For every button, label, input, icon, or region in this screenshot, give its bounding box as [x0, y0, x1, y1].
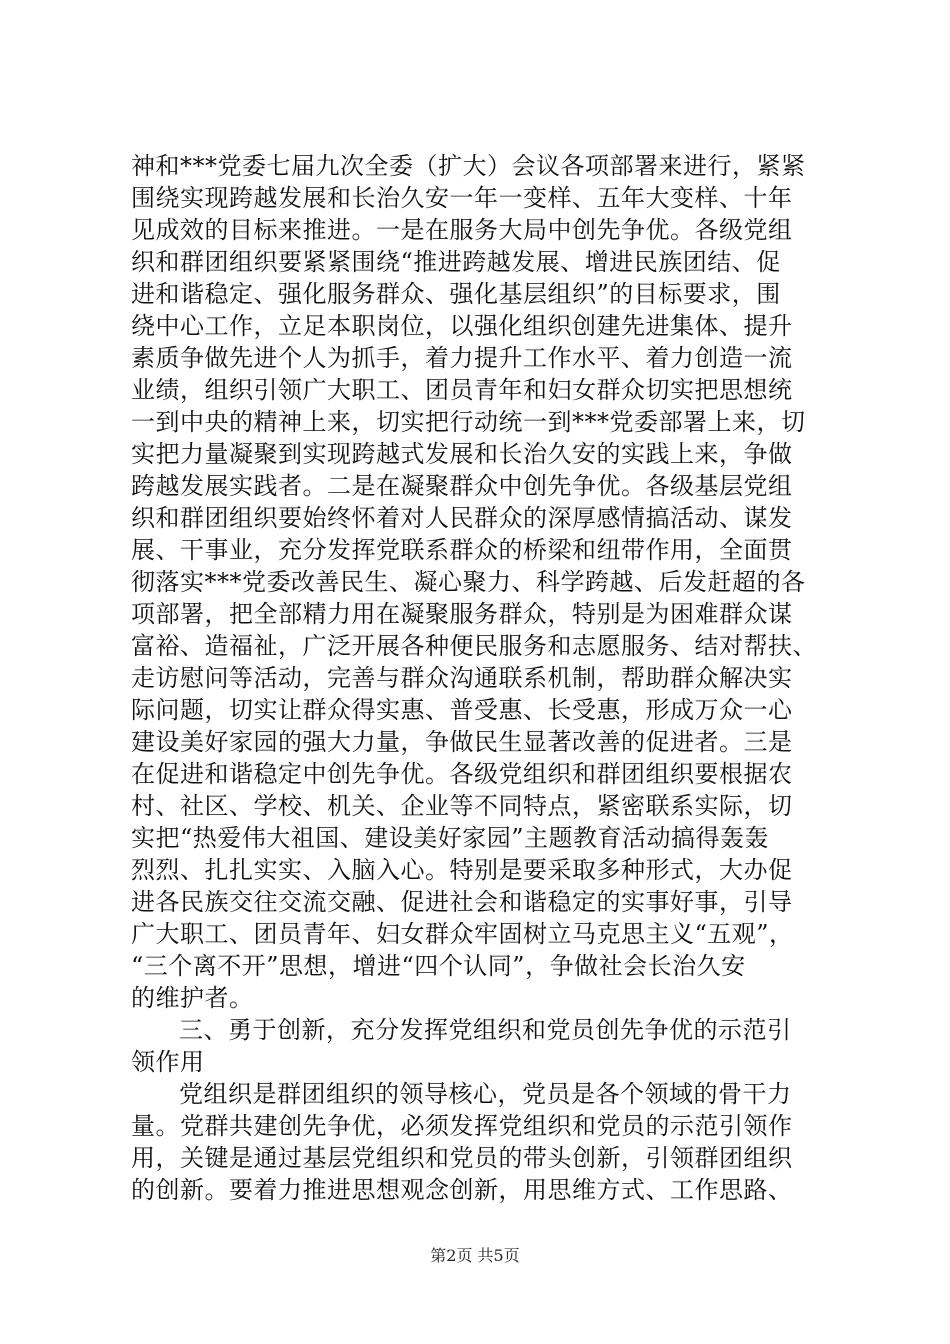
- text-line: 实把“热爱伟大祖国、建设美好家园”主题教育活动搞得轰轰: [131, 824, 770, 852]
- text-line: 绕中心工作，立足本职岗位，以强化组织创建先进集体、提升: [131, 312, 793, 340]
- text-line: 彻落实***党委改善民生、凝心聚力、科学跨越、后发赶超的各: [131, 568, 806, 596]
- text-line: 实把力量凝聚到实现跨越式发展和长治久安的实践上来，争做: [131, 440, 793, 468]
- text-line: 村、社区、学校、机关、企业等不同特点，紧密联系实际，切: [131, 792, 793, 820]
- section-heading-continued: 领作用: [131, 1048, 205, 1076]
- text-line: 跨越发展实践者。二是在凝聚群众中创先争优。各级基层党组: [131, 472, 793, 500]
- paragraph-start: 党组织是群团组织的领导核心，党员是各个领域的骨干力: [179, 1080, 792, 1108]
- text-line: 织和群团组织要紧紧围绕“推进跨越发展、增进民族团结、促: [131, 248, 781, 276]
- text-line: 见成效的目标来推进。一是在服务大局中创先争优。各级党组: [131, 216, 793, 244]
- text-line: 业绩，组织引领广大职工、团员青年和妇女群众切实把思想统: [131, 376, 793, 404]
- page-number-footer: 第2页 共5页: [430, 1246, 520, 1265]
- text-line: 项部署，把全部精力用在凝聚服务群众，特别是为困难群众谋: [131, 600, 793, 628]
- text-line: 走访慰问等活动，完善与群众沟通联系机制，帮助群众解决实: [131, 664, 793, 692]
- document-body: [131, 150, 831, 1206]
- text-line: 烈烈、扎扎实实、入脑入心。特别是要采取多种形式，大办促: [131, 856, 793, 884]
- text-line: 进各民族交往交流交融、促进社会和谐稳定的实事好事，引导: [131, 888, 793, 916]
- text-line: 一到中央的精神上来，切实把行动统一到***党委部署上来，切: [131, 408, 806, 436]
- text-line: 际问题，切实让群众得实惠、普受惠、长受惠，形成万众一心: [131, 696, 793, 724]
- text-line: 展、干事业，充分发挥党联系群众的桥梁和纽带作用，全面贯: [131, 536, 793, 564]
- text-line: 的维护者。: [131, 984, 254, 1012]
- text-line: 围绕实现跨越发展和长治久安一年一变样、五年大变样、十年: [131, 184, 793, 212]
- text-line: 的创新。要着力推进思想观念创新，用思维方式、工作思路、: [131, 1176, 793, 1204]
- text-line: 建设美好家园的强大力量，争做民生显著改善的促进者。三是: [131, 728, 793, 756]
- text-line: 在促进和谐稳定中创先争优。各级党组织和群团组织要根据农: [131, 760, 793, 788]
- section-heading: 三、勇于创新，充分发挥党组织和党员创先争优的示范引: [179, 1016, 792, 1044]
- text-line: 用，关键是通过基层党组织和党员的带头创新，引领群团组织: [131, 1144, 793, 1172]
- text-line: “三个离不开”思想，增进“四个认同”，争做社会长治久安: [131, 952, 746, 980]
- text-line: 富裕、造福祉，广泛开展各种便民服务和志愿服务、结对帮扶、: [131, 632, 817, 660]
- text-line: 素质争做先进个人为抓手，着力提升工作水平、着力创造一流: [131, 344, 793, 372]
- text-line: 量。党群共建创先争优，必须发挥党组织和党员的示范引领作: [131, 1112, 793, 1140]
- text-line: 进和谐稳定、强化服务群众、强化基层组织”的目标要求，围: [131, 280, 781, 308]
- text-line: 织和群团组织要始终怀着对人民群众的深厚感情搞活动、谋发: [131, 504, 793, 532]
- text-line: 广大职工、团员青年、妇女群众牢固树立马克思主义“五观”，: [131, 920, 794, 948]
- text-line: 神和***党委七届九次全委（扩大）会议各项部署来进行，紧紧: [131, 152, 806, 180]
